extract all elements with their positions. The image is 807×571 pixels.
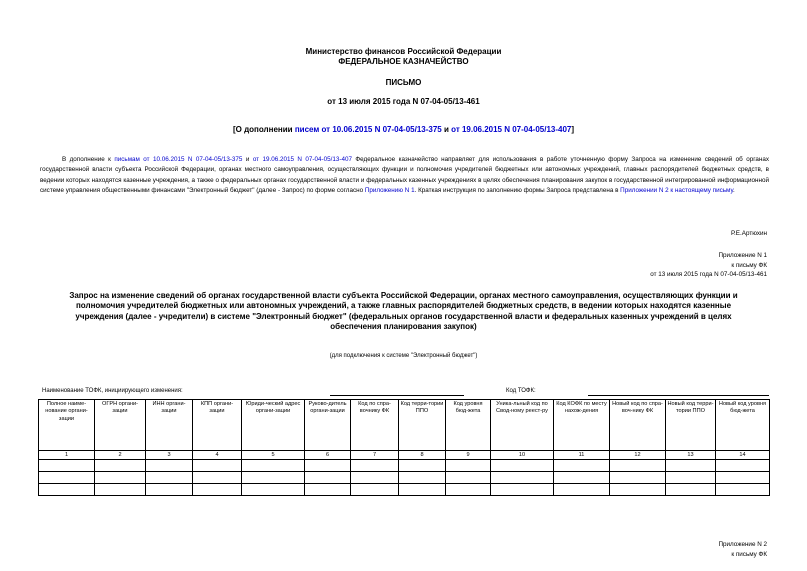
column-header: Код уровня бюд-жета (446, 400, 491, 451)
column-number: 10 (491, 451, 554, 460)
body-paragraph: В дополнение к письмам от 10.06.2015 N 07-04-05/13-375 и от 19.06.2015 N 07-04-05/13-407 Федеральное казначейство направляет для использования в работе уточненную форму Запроса на изменение сведений об органах государственной власти субъекта Российской Федерации, органах местного самоуправления, осуществляющих функции и полномочия учредителей бюджетных или автономных учреждений, главных распорядителей бюджетных средств, в ведении которых находятся казенные учреждения, а также о федеральных органах государственной власти и федеральных казенных учреждениях в целях обеспечения планирования закупок в государственной интегрированной информационной системе управления общественными финансами "Электронный бюджет" (далее - Запрос) по форме согласно Приложению N 1. Краткая инструкция по заполнению формы Запроса представлена в Приложении N 2 к настоящему письму. (40, 156, 769, 195)
table-cell[interactable] (39, 484, 95, 496)
table-cell[interactable] (491, 460, 554, 472)
body-link-375[interactable]: письмам от 10.06.2015 N 07-04-05/13-375 (114, 156, 243, 163)
table-cell[interactable] (446, 472, 491, 484)
table-cell[interactable] (610, 484, 666, 496)
signature: Р.Е.Артюхин (731, 230, 767, 237)
tofk-name-field[interactable] (330, 395, 464, 396)
table-cell[interactable] (716, 472, 770, 484)
column-number: 9 (446, 451, 491, 460)
table-cell[interactable] (193, 472, 242, 484)
column-header: Код по спра-вочнику ФК (351, 400, 399, 451)
column-header: Новый код уровня бюд-жета (716, 400, 770, 451)
table-cell[interactable] (399, 472, 446, 484)
body-link-407[interactable]: от 19.06.2015 N 07-04-05/13-407 (252, 156, 352, 163)
table-cell[interactable] (193, 484, 242, 496)
column-number: 6 (305, 451, 351, 460)
table-cell[interactable] (666, 472, 716, 484)
column-number: 4 (193, 451, 242, 460)
annex1-line2: к письму ФК (731, 261, 767, 269)
agency-name: ФЕДЕРАЛЬНОЕ КАЗНАЧЕЙСТВО (338, 57, 469, 66)
column-number: 5 (242, 451, 305, 460)
column-header: Руково-дитель органи-зации (305, 400, 351, 451)
table-cell[interactable] (146, 472, 193, 484)
request-table (38, 399, 770, 496)
table-row (39, 460, 770, 472)
table-cell[interactable] (491, 472, 554, 484)
column-header: ОГРН органи-зации (95, 400, 146, 451)
table-cell[interactable] (305, 460, 351, 472)
table-cell[interactable] (39, 460, 95, 472)
column-header: Новый код терри-тории ППО (666, 400, 716, 451)
annex1-line1: Приложение N 1 (718, 252, 767, 259)
column-header: Полное наиме-нование органи-зации (39, 400, 95, 451)
annex1-line3: от 13 июля 2015 года N 07-04-05/13-461 (650, 271, 767, 279)
table-cell[interactable] (610, 460, 666, 472)
subject-link-407[interactable]: от 19.06.2015 N 07-04-05/13-407 (451, 125, 572, 134)
table-cell[interactable] (351, 460, 399, 472)
column-number: 2 (95, 451, 146, 460)
annex2-line2: к письму ФК (731, 550, 767, 558)
table-cell[interactable] (146, 484, 193, 496)
column-number: 1 (39, 451, 95, 460)
table-cell[interactable] (491, 484, 554, 496)
table-cell[interactable] (399, 460, 446, 472)
table-cell[interactable] (351, 484, 399, 496)
annex1-block (650, 251, 767, 280)
column-header: Юриди-ческий адрес органи-зации (242, 400, 305, 451)
column-number: 12 (610, 451, 666, 460)
table-cell[interactable] (716, 484, 770, 496)
table-cell[interactable] (193, 460, 242, 472)
table-cell[interactable] (666, 460, 716, 472)
subject-link-375[interactable]: писем от 10.06.2015 N 07-04-05/13-375 (294, 125, 442, 134)
column-number: 11 (554, 451, 610, 460)
column-header: Уника-льный код по Свод-ному реест-ру (491, 400, 554, 451)
column-header: Код КОФК по месту нахож-дения (554, 400, 610, 451)
table-cell[interactable] (305, 484, 351, 496)
table-cell[interactable] (242, 472, 305, 484)
ministry-name: Министерство финансов Российской Федерации (305, 47, 502, 56)
form-subtitle: (для подключения к системе "Электронный бюджет") (329, 353, 478, 359)
body-link-annex2[interactable]: Приложении N 2 к настоящему письму (620, 187, 733, 195)
table-row (39, 484, 770, 496)
table-cell[interactable] (351, 472, 399, 484)
annex2-block (719, 540, 767, 559)
table-header-row (39, 400, 770, 451)
document-date: от 13 июля 2015 года N 07-04-05/13-461 (327, 97, 480, 106)
table-cell[interactable] (610, 472, 666, 484)
column-header: Код терри-тории ППО (399, 400, 446, 451)
table-cell[interactable] (554, 472, 610, 484)
table-cell[interactable] (446, 460, 491, 472)
table-cell[interactable] (716, 460, 770, 472)
annex2-line1: Приложение N 2 (718, 541, 767, 548)
column-header: КПП органи-зации (193, 400, 242, 451)
table-cell[interactable] (146, 460, 193, 472)
table-cell[interactable] (305, 472, 351, 484)
table-cell[interactable] (666, 484, 716, 496)
table-cell[interactable] (554, 460, 610, 472)
tofk-name-label: Наименование ТОФК, инициирующего изменения: (42, 388, 183, 394)
column-number: 14 (716, 451, 770, 460)
table-cell[interactable] (446, 484, 491, 496)
tofk-code-label: Код ТОФК: (506, 388, 536, 394)
column-number: 13 (666, 451, 716, 460)
body-link-annex1[interactable]: Приложению N 1 (364, 187, 415, 195)
column-header: Новый код по спра-воч-нику ФК (610, 400, 666, 451)
tofk-code-field[interactable] (588, 395, 769, 396)
table-cell[interactable] (95, 484, 146, 496)
column-header: ИНН органи-зации (146, 400, 193, 451)
table-cell[interactable] (399, 484, 446, 496)
document-type: ПИСЬМО (385, 78, 422, 87)
table-cell[interactable] (95, 460, 146, 472)
table-cell[interactable] (242, 460, 305, 472)
document-subject: [О дополнении писем от 10.06.2015 N 07-04-05/13-375 и от 19.06.2015 N 07-04-05/13-407] (232, 125, 575, 134)
table-cell[interactable] (95, 472, 146, 484)
table-cell[interactable] (39, 472, 95, 484)
table-number-row (39, 451, 770, 460)
column-number: 7 (351, 451, 399, 460)
form-title: Запрос на изменение сведений об органах государственной власти субъекта Российской Федерации, органах местного самоуправления, осуществляющих функции и полномочия учредителей бюджетных или автономных учреждений, а также главных распорядителей бюджетных средств, в ведении которых находятся казенные учреждения (далее - учредители) в системе "Электронный бюджет" (федеральных органов государственной власти и федеральных казенных учреждений в целях обеспечения планирования закупок) (69, 291, 738, 332)
table-row (39, 472, 770, 484)
table-cell[interactable] (554, 484, 610, 496)
column-number: 8 (399, 451, 446, 460)
table-cell[interactable] (242, 484, 305, 496)
column-number: 3 (146, 451, 193, 460)
